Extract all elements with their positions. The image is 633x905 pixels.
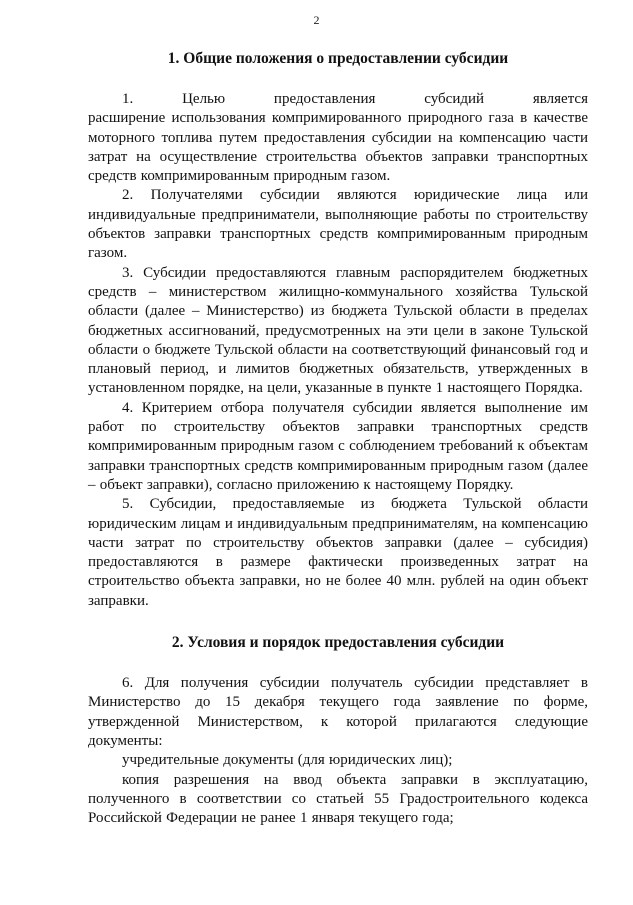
paragraph-2: 2. Получателями субсидии являются юридические лица или индивидуальные предприниматели, выполняющие работы по строительству объектов заправки транспортных средств компримированным природным газом. xyxy=(88,187,588,262)
paragraph-5: 5. Субсидии, предоставляемые из бюджета Тульской области юридическим лицам и индивидуальным предпринимателям, на компенсацию части затрат по строительству объектов заправки (далее – субсидия) предоставляются в размере фактически произведенных затрат на строительство объекта заправки, но не более 40 млн. рублей на один объект заправки. xyxy=(88,496,588,609)
paragraph-3: 3. Субсидии предоставляются главным распорядителем бюджетных средств – министерством жилищно-коммунального хозяйства Тульской области (далее – Министерство) из бюджета Тульской области в пределах бюджетных ассигнований, предусмотренных на эти цели в законе Тульской области о бюджете Тульской области на соответствующий финансовый год и плановый период, и лимитов бюджетных обязательств, утвержденных в установленном порядке, на цели, указанные в пункте 1 настоящего Порядка. xyxy=(88,264,588,397)
list-item-charter-documents: учредительные документы (для юридических лиц); xyxy=(122,752,453,769)
list-item-commissioning-permit: копия разрешения на ввод объекта заправки в эксплуатацию, полученного в соответствии со статьей 55 Градостроительного кодекса Российской Федерации не ранее 1 января текущего года; xyxy=(88,771,588,827)
page-number: 2 xyxy=(313,13,320,27)
paragraph-1: 1. Целью предоставления субсидий является расширение использования компримированного природного газа в качестве моторного топлива путем предоставления субсидии на компенсацию части затрат на осуществление строительства объектов заправки транспортных средств компримированным природным газом. xyxy=(88,91,614,185)
paragraph-6: 6. Для получения субсидии получатель субсидии представляет в Министерство до 15 декабря текущего года заявление по форме, утвержденной Министерством, к которой прилагаются следующие документы: xyxy=(88,675,588,749)
document-body xyxy=(88,46,614,828)
paragraph-4: 4. Критерием отбора получателя субсидии является выполнение им работ по строительству объектов заправки транспортных средств компримированным природным газом с соблюдением требований к объектам заправки транспортных средств компримированным природным газом (далее – объект заправки), согласно приложению к настоящему Порядку. xyxy=(88,399,588,493)
section-1-title: 1. Общие положения о предоставлении субсидии xyxy=(167,50,509,67)
section-2-title: 2. Условия и порядок предоставления субсидии xyxy=(171,634,505,652)
